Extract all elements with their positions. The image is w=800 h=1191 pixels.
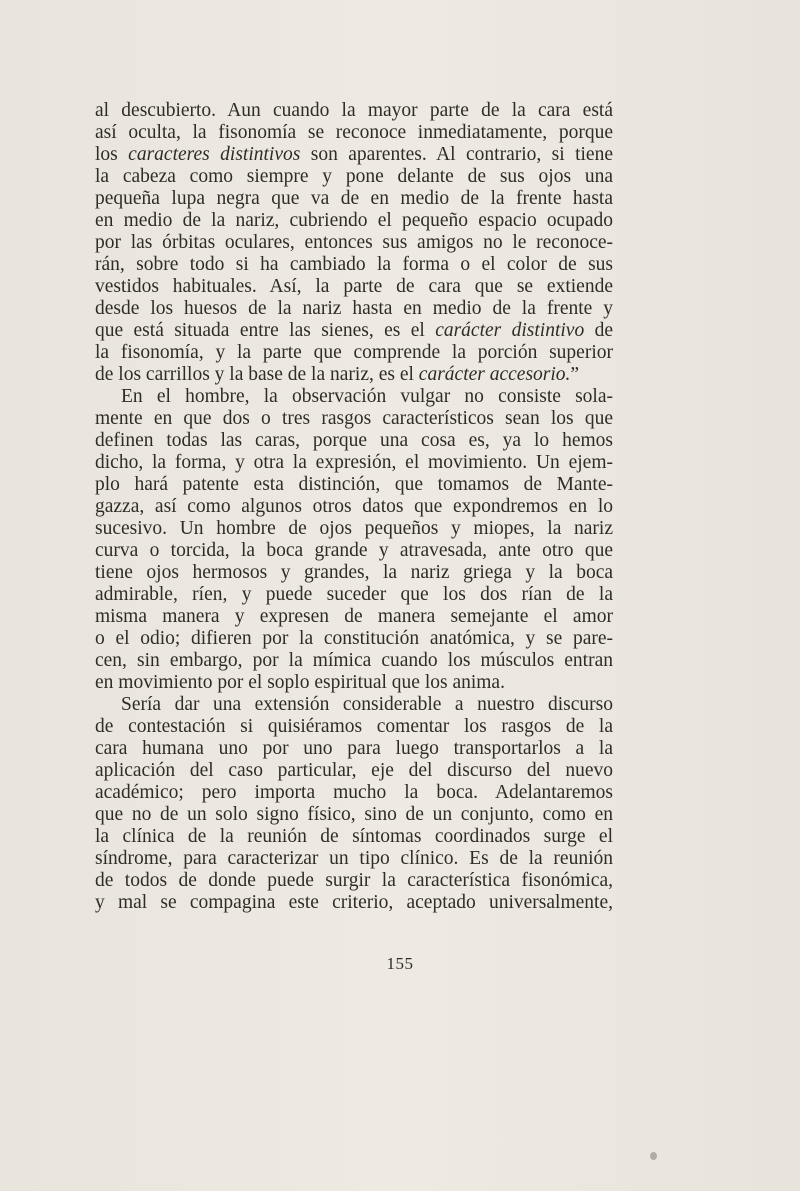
text-line: la cabeza como siempre y pone delante de sus ojos una — [95, 166, 613, 187]
text-line: rán, sobre todo si ha cambiado la forma o el color de sus — [95, 254, 613, 275]
text-line: los caracteres distintivos son aparentes. Al contrario, si tiene — [95, 144, 613, 165]
text-line: de los carrillos y la base de la nariz, es el carácter accesorio.” — [95, 364, 580, 385]
text-line: la fisonomía, y la parte que comprende la porción superior — [95, 342, 613, 363]
text-line: mente en que dos o tres rasgos característicos sean los que — [95, 408, 613, 429]
text-line: de contestación si quisiéramos comentar los rasgos de la — [95, 716, 613, 737]
text-line: dicho, la forma, y otra la expresión, el movimiento. Un ejem- — [95, 452, 613, 473]
text-line: misma manera y expresen de manera semejante el amor — [95, 606, 613, 627]
text-line: al descubierto. Aun cuando la mayor parte de la cara está — [95, 100, 613, 121]
text-line: tiene ojos hermosos y grandes, la nariz griega y la boca — [95, 562, 613, 583]
text-line: vestidos habituales. Así, la parte de cara que se extiende — [95, 276, 613, 297]
text-line: plo hará patente esta distinción, que tomamos de Mante- — [95, 474, 613, 495]
text-line: aplicación del caso particular, eje del discurso del nuevo — [95, 760, 613, 781]
text-line: en movimiento por el soplo espiritual que los anima. — [95, 672, 505, 693]
text-line: Sería dar una extensión considerable a nuestro discurso — [121, 694, 613, 715]
text-line: o el odio; difieren por la constitución anatómica, y se pare- — [95, 628, 613, 649]
text-line: por las órbitas oculares, entonces sus amigos no le reconoce- — [95, 232, 613, 253]
text-line: académico; pero importa mucho la boca. Adelantaremos — [95, 782, 613, 803]
text-line: así oculta, la fisonomía se reconoce inmediatamente, porque — [95, 122, 613, 143]
text-line: En el hombre, la observación vulgar no consiste sola- — [121, 386, 613, 407]
text-line: desde los huesos de la nariz hasta en medio de la frente y — [95, 298, 613, 319]
text-line: que está situada entre las sienes, es el carácter distintivo de — [95, 320, 613, 341]
text-line: gazza, así como algunos otros datos que expondremos en lo — [95, 496, 613, 517]
text-line: la clínica de la reunión de síntomas coordinados surge el — [95, 826, 613, 847]
page-number: 155 — [386, 954, 414, 973]
text-line: definen todas las caras, porque una cosa es, ya lo hemos — [95, 430, 613, 451]
text-line: de todos de donde puede surgir la característica fisonómica, — [95, 870, 613, 891]
text-line: que no de un solo signo físico, sino de un conjunto, como en — [95, 804, 613, 825]
text-line: cen, sin embargo, por la mímica cuando los músculos entran — [95, 650, 613, 671]
text-line: curva o torcida, la boca grande y atravesada, ante otro que — [95, 540, 613, 561]
text-line: pequeña lupa negra que va de en medio de la frente hasta — [95, 188, 613, 209]
text-line: en medio de la nariz, cubriendo el pequeño espacio ocupado — [95, 210, 613, 231]
body-text — [95, 100, 613, 914]
text-line: síndrome, para caracterizar un tipo clínico. Es de la reunión — [95, 848, 613, 869]
text-line: cara humana uno por uno para luego transportarlos a la — [95, 738, 613, 759]
paper-speck — [650, 1152, 657, 1160]
text-line: y mal se compagina este criterio, aceptado universalmente, — [95, 892, 613, 913]
text-line: sucesivo. Un hombre de ojos pequeños y miopes, la nariz — [95, 518, 613, 539]
text-line: admirable, ríen, y puede suceder que los dos rían de la — [95, 584, 613, 605]
